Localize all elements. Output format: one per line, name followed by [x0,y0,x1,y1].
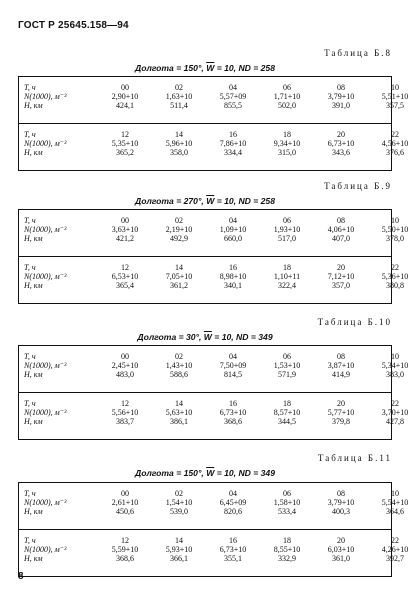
table-cell-h: 391,0 [332,101,350,110]
table-cell-h: 414,9 [332,370,350,379]
table-cell-t: 02 [175,216,183,225]
table-title-params: = 10, ND = 258 [214,63,275,73]
table-section [19,529,409,576]
table-cell-t: 20 [337,399,345,408]
table-cell-t: 04 [229,352,237,361]
table-cell-t: 14 [175,536,183,545]
table-title-w-symbol: $\overline{W}$ [206,63,215,73]
table-cell-n: 5,56+10 [111,408,139,417]
table-cell-h: 355,1 [224,554,242,563]
table-cell-n: 6,03+10 [327,545,355,554]
row-label-t: T, ч [24,83,36,92]
table-cell-n: 7,86+10 [219,139,247,148]
table-title-params: = 10, ND = 349 [214,468,275,478]
table-cell-t: 04 [229,83,237,92]
page-number: 8 [18,571,24,582]
table-cell-n: 7,12+10 [327,272,355,281]
table-label: Таблица Б.11 [317,453,392,463]
table-cell-h: 517,0 [278,234,296,243]
table-cell-t: 06 [283,352,291,361]
table-cell-t: 00 [121,352,129,361]
table-cell-h: 357,0 [332,281,350,290]
table-section [19,392,409,439]
table-title [0,63,410,73]
row-label-n: N(1000), м⁻³ [24,139,67,148]
table-cell-t: 18 [283,263,291,272]
table-cell-n: 5,96+10 [165,139,193,148]
table-cell-h: 361,0 [332,554,350,563]
table-cell-h: 660,0 [224,234,242,243]
table-cell-h: 322,4 [278,281,296,290]
row-label-h: H, км [24,148,43,157]
table-cell-t: 16 [229,399,237,408]
table-cell-t: 18 [283,399,291,408]
table-title-params: = 10, ND = 349 [211,332,273,342]
table-cell-n: 1,58+10 [273,498,301,507]
table-cell-n: 5,59+10 [111,545,139,554]
table-cell-t: 18 [283,130,291,139]
table-title-params: = 10, ND = 258 [214,196,275,206]
table-section [19,346,409,392]
row-label-t: T, ч [24,399,36,408]
row-label-h: H, км [24,554,43,563]
table-cell-t: 16 [229,536,237,545]
table-cell-t: 22 [391,536,399,545]
row-label-h: H, км [24,234,43,243]
table-section [19,123,409,170]
table-cell-n: 5,35+10 [111,139,139,148]
table-cell-t: 06 [283,489,291,498]
table-cell-h: 364,6 [386,507,404,516]
table-cell-t: 10 [391,489,399,498]
table-cell-n: 5,93+10 [165,545,193,554]
table-cell-t: 20 [337,130,345,139]
row-label-t: T, ч [24,130,36,139]
table-cell-t: 12 [121,263,129,272]
table-title-longitude: Долгота = 150°, [134,468,204,478]
table-cell-t: 16 [229,263,237,272]
table-cell-h: 358,0 [170,148,188,157]
table-cell-n: 1,71+10 [273,92,301,101]
table-cell-n: 8,57+10 [273,408,301,417]
table-cell-n: 1,10+11 [273,272,301,281]
table-cell-t: 06 [283,216,291,225]
table-cell-h: 855,5 [224,101,242,110]
table-cell-h: 357,5 [386,101,404,110]
table-cell-n: 3,63+10 [111,225,139,234]
table-cell-t: 08 [337,83,345,92]
table-cell-n: 5,34+10 [381,361,409,370]
table-cell-t: 00 [121,83,129,92]
table-cell-n: 2,45+10 [111,361,139,370]
table-label: Таблица Б.8 [324,48,392,58]
table-cell-n: 6,45+09 [219,498,247,507]
table-cell-h: 492,9 [170,234,188,243]
table-title [0,332,410,342]
row-label-n: N(1000), м⁻³ [24,272,67,281]
table-cell-t: 06 [283,83,291,92]
document-header: ГОСТ Р 25645.158—94 [18,20,129,31]
table-cell-n: 3,70+10 [381,408,409,417]
table-cell-n: 5,57+09 [219,92,247,101]
table-cell-n: 3,87+10 [327,361,355,370]
table-cell-h: 368,6 [224,417,242,426]
table-cell-h: 365,2 [116,148,134,157]
table-title-w-symbol: $\overline{W}$ [206,468,215,478]
table-cell-n: 5,50+10 [381,225,409,234]
table-cell-t: 04 [229,489,237,498]
table-cell-n: 6,73+10 [219,545,247,554]
table-title-longitude: Долгота = 150°, [134,63,204,73]
table-title [0,468,410,478]
data-table [18,209,409,304]
table-cell-n: 5,51+10 [381,92,409,101]
table-cell-h: 571,9 [278,370,296,379]
table-cell-t: 14 [175,263,183,272]
table-cell-h: 533,4 [278,507,296,516]
table-cell-h: 392,7 [386,554,404,563]
table-label: Таблица Б.9 [324,181,392,191]
data-table [18,76,409,171]
table-cell-n: 6,73+10 [219,408,247,417]
table-cell-t: 02 [175,352,183,361]
table-cell-h: 334,4 [224,148,242,157]
data-table [18,482,409,577]
table-title-longitude: Долгота = 270°, [134,196,204,206]
table-title-w-symbol: $\overline{W}$ [203,332,212,342]
table-cell-n: 4,26+10 [381,545,409,554]
table-cell-t: 14 [175,399,183,408]
table-cell-n: 5,54+10 [381,498,409,507]
table-cell-n: 2,19+10 [165,225,193,234]
table-cell-t: 10 [391,352,399,361]
table-cell-n: 7,05+10 [165,272,193,281]
table-title-longitude: Долгота = 30°, [137,332,202,342]
table-cell-h: 361,2 [170,281,188,290]
table-cell-n: 4,06+10 [327,225,355,234]
table-cell-n: 1,54+10 [165,498,193,507]
table-cell-t: 18 [283,536,291,545]
table-cell-h: 343,6 [332,148,350,157]
table-cell-t: 12 [121,536,129,545]
table-cell-t: 14 [175,130,183,139]
table-cell-n: 8,98+10 [219,272,247,281]
table-cell-h: 366,1 [170,554,188,563]
table-cell-t: 16 [229,130,237,139]
table-cell-h: 332,9 [278,554,296,563]
table-cell-h: 380,8 [386,281,404,290]
row-label-t: T, ч [24,263,36,272]
table-cell-h: 820,6 [224,507,242,516]
table-cell-t: 02 [175,83,183,92]
table-cell-t: 04 [229,216,237,225]
row-label-t: T, ч [24,489,36,498]
table-cell-n: 9,34+10 [273,139,301,148]
table-cell-h: 386,1 [170,417,188,426]
table-cell-n: 5,63+10 [165,408,193,417]
row-label-n: N(1000), м⁻³ [24,408,67,417]
table-cell-h: 340,1 [224,281,242,290]
table-cell-h: 368,6 [116,554,134,563]
table-cell-t: 22 [391,130,399,139]
table-cell-n: 2,61+10 [111,498,139,507]
table-cell-t: 08 [337,352,345,361]
table-cell-n: 4,56+10 [381,139,409,148]
table-cell-n: 6,53+10 [111,272,139,281]
table-cell-n: 2,90+10 [111,92,139,101]
table-cell-t: 22 [391,399,399,408]
table-cell-h: 588,6 [170,370,188,379]
table-cell-t: 00 [121,216,129,225]
table-cell-n: 1,63+10 [165,92,193,101]
row-label-n: N(1000), м⁻³ [24,92,67,101]
table-cell-h: 383,0 [386,370,404,379]
table-cell-t: 12 [121,399,129,408]
table-section [19,256,409,303]
table-cell-n: 1,93+10 [273,225,301,234]
table-cell-h: 315,0 [278,148,296,157]
table-title [0,196,410,206]
table-cell-t: 02 [175,489,183,498]
table-cell-t: 12 [121,130,129,139]
table-cell-t: 22 [391,263,399,272]
table-cell-n: 6,73+10 [327,139,355,148]
table-cell-t: 08 [337,489,345,498]
table-label: Таблица Б.10 [317,317,392,327]
table-cell-t: 10 [391,83,399,92]
table-cell-h: 502,0 [278,101,296,110]
table-cell-n: 3,79+10 [327,92,355,101]
table-cell-h: 379,8 [332,417,350,426]
table-cell-h: 450,6 [116,507,134,516]
table-section [19,77,409,123]
row-label-h: H, км [24,370,43,379]
table-cell-h: 427,8 [386,417,404,426]
table-cell-h: 424,1 [116,101,134,110]
row-label-h: H, км [24,417,43,426]
table-cell-t: 08 [337,216,345,225]
row-label-h: H, км [24,101,43,110]
table-cell-h: 814,5 [224,370,242,379]
row-label-h: H, км [24,281,43,290]
data-table [18,345,409,440]
table-cell-h: 365,4 [116,281,134,290]
table-cell-t: 20 [337,536,345,545]
table-section [19,483,409,529]
table-cell-n: 3,79+10 [327,498,355,507]
table-cell-h: 344,5 [278,417,296,426]
table-cell-h: 383,7 [116,417,134,426]
table-cell-n: 8,55+10 [273,545,301,554]
row-label-n: N(1000), м⁻³ [24,361,67,370]
table-cell-h: 483,0 [116,370,134,379]
table-section [19,210,409,256]
table-cell-h: 421,2 [116,234,134,243]
table-cell-t: 00 [121,489,129,498]
table-cell-n: 5,77+10 [327,408,355,417]
table-cell-h: 400,3 [332,507,350,516]
table-cell-h: 378,0 [386,234,404,243]
table-cell-n: 1,09+10 [219,225,247,234]
row-label-n: N(1000), м⁻³ [24,225,67,234]
table-cell-n: 1,43+10 [165,361,193,370]
table-cell-n: 5,36+10 [381,272,409,281]
table-cell-n: 1,53+10 [273,361,301,370]
table-cell-t: 10 [391,216,399,225]
row-label-t: T, ч [24,536,36,545]
table-cell-h: 376,6 [386,148,404,157]
row-label-h: H, км [24,507,43,516]
table-cell-h: 511,4 [170,101,188,110]
table-cell-h: 407,0 [332,234,350,243]
table-title-w-symbol: $\overline{W}$ [206,196,215,206]
row-label-n: N(1000), м⁻³ [24,498,67,507]
row-label-t: T, ч [24,216,36,225]
row-label-t: T, ч [24,352,36,361]
table-cell-n: 7,50+09 [219,361,247,370]
table-cell-t: 20 [337,263,345,272]
table-cell-h: 539,0 [170,507,188,516]
row-label-n: N(1000), м⁻³ [24,545,67,554]
